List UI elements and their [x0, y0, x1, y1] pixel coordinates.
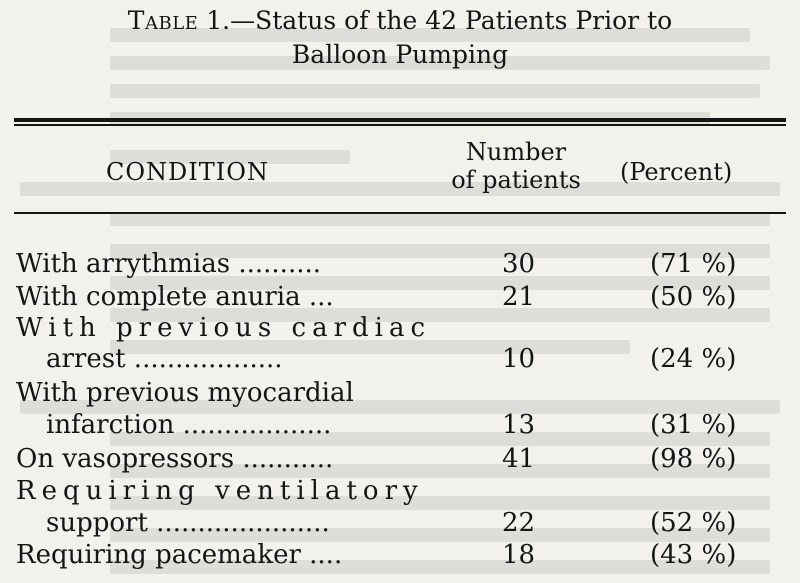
row-label-anuria: With complete anuria ... [16, 282, 334, 312]
header-number-line2: of patients [451, 166, 581, 194]
table-title-line2: Balloon Pumping [291, 40, 509, 69]
row-label-ventilatory-line1: Requiring ventilatory [16, 476, 424, 506]
row-label-cardiac-arrest-line1: With previous cardiac [16, 313, 432, 343]
row-label-cardiac-arrest-line2: arrest .................. [46, 344, 283, 374]
row-percent-arrythmias: (71 %) [650, 249, 737, 279]
row-count-ventilatory: 22 [502, 508, 536, 538]
row-label-infarction-line2: infarction .................. [46, 410, 332, 440]
row-label-infarction-line1: With previous myocardial [16, 378, 354, 408]
header-condition: CONDITION [106, 158, 269, 186]
row-count-arrythmias: 30 [502, 249, 536, 279]
table-title-lead: Table [127, 6, 199, 35]
row-percent-ventilatory: (52 %) [650, 508, 737, 538]
header-number-line1: Number [465, 138, 567, 166]
row-percent-infarction: (31 %) [650, 410, 737, 440]
row-count-infarction: 13 [502, 410, 536, 440]
row-percent-cardiac-arrest: (24 %) [650, 344, 737, 374]
header-percent: (Percent) [620, 158, 733, 186]
row-label-arrythmias: With arrythmias .......... [16, 249, 322, 279]
row-count-vasopressors: 41 [502, 444, 536, 474]
row-percent-pacemaker: (43 %) [650, 540, 737, 570]
row-count-cardiac-arrest: 10 [502, 344, 536, 374]
row-label-pacemaker: Requiring pacemaker .... [16, 540, 343, 570]
row-label-ventilatory-line2: support ..................... [46, 508, 330, 538]
row-percent-anuria: (50 %) [650, 282, 737, 312]
row-count-anuria: 21 [502, 282, 536, 312]
row-percent-vasopressors: (98 %) [650, 444, 737, 474]
row-count-pacemaker: 18 [502, 540, 536, 570]
table-title-rest: 1.—Status of the 42 Patients Prior to [198, 6, 673, 35]
row-label-vasopressors: On vasopressors ........... [16, 444, 334, 474]
